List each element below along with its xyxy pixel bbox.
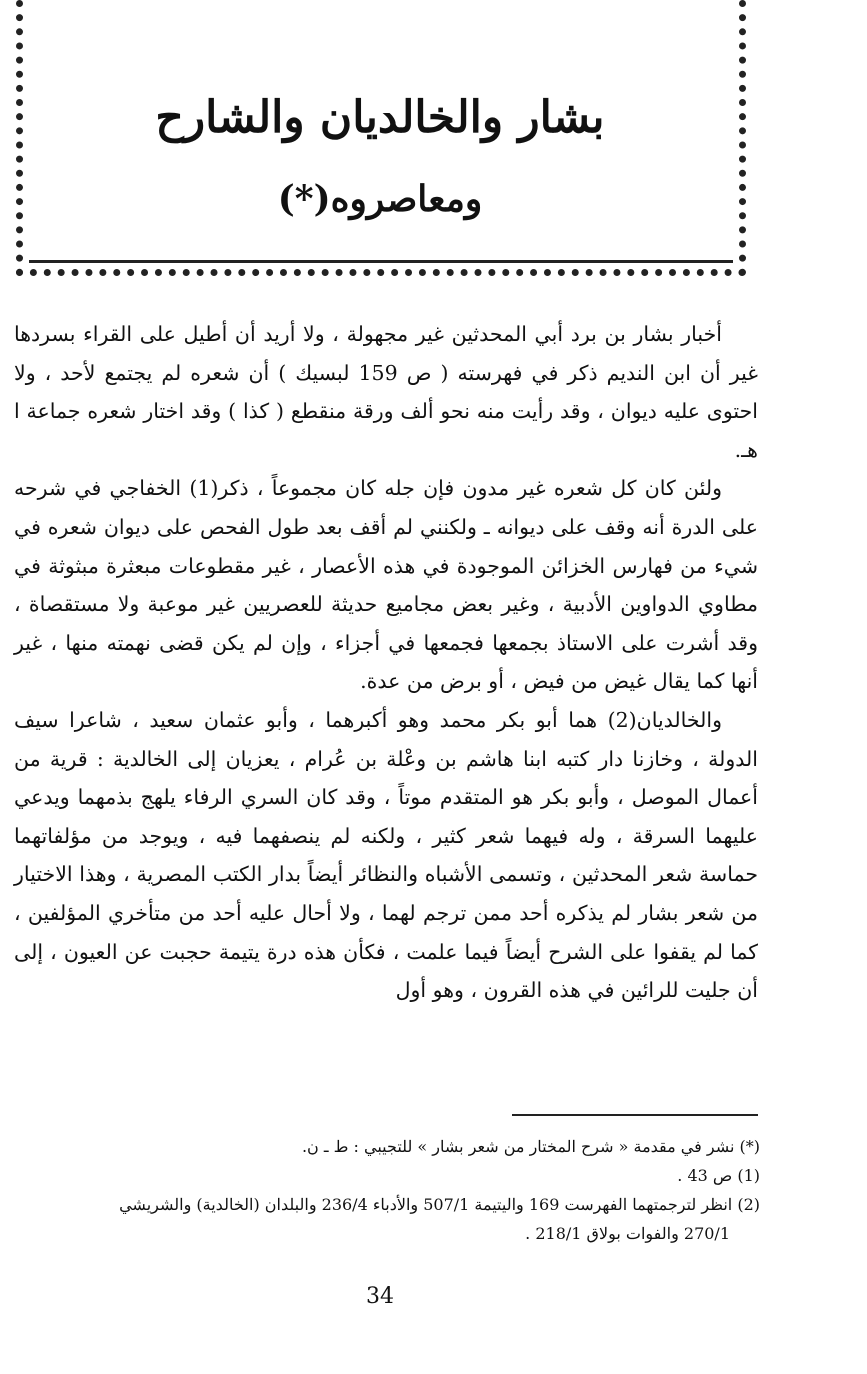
main-text: [14, 315, 758, 1010]
footnote-star: (*) نشر في مقدمة « شرح المختار من شعر بشار » للتجيبي : ط ـ ن.: [301, 1137, 760, 1156]
page-title: بشار والخالديان والشارح: [155, 92, 605, 143]
footnote-2-continued: 270/1 والفوات بولاق 218/1 .: [525, 1224, 730, 1243]
paragraph-2: ولئن كان كل شعره غير مدون فإن جله كان مجموعاً ، ذكر(1) الخفاجي في شرحه على الدرة أنه وقف على ديوانه ـ ولكنني لم أقف بعد طول الفحص على ديوان شعره في شيء من فهارس الخزائن الموجودة في هذه الأعصار ، غير مقطوعات مبعثرة مبثوثة في مطاوي الدواوين الأدبية ، وغير بعض مجاميع حديثة للعصريين غير موعبة ولا مستقصاة ، وقد أشرت على الاستاذ بجمعها فجمعها في أجزاء ، وإن لم يكن قضى نهمته منها ، غير أنها كما يقال غيض من فيض ، أو برض من عدة.: [14, 476, 758, 694]
paragraph-3: والخالديان(2) هما أبو بكر محمد وهو أكبرهما ، وأبو عثمان سعيد ، شاعرا سيف الدولة ، وخازنا دار كتبه ابنا هاشم بن وعْلة بن عُرام ، يعزيان إلى الخالدية : قرية من أعمال الموصل ، وأبو بكر هو المتقدم موتاً ، وقد كان السري الرفاء يلهج بذمهما ويدعي عليهما السرقة ، وله فيهما شعر كثير ، ولكنه لم ينصفهما فيه ، ويوجد من مؤلفاتهما حماسة شعر المحدثين ، وتسمى الأشباه والنظائر أيضاً بدار الكتب المصرية ، وهذا الاختيار من شعر بشار لم يذكره أحد ممن ترجم لهما ، ولا أحال عليه أحد من متأخري المؤلفين ، كما لم يقفوا على الشرح أيضاً فيما علمت ، فكأن هذه درة يتيمة حجبت عن العيون ، إلى أن جليت للرائين في هذه القرون ، وهو أول: [14, 707, 758, 1003]
footnote-separator: [512, 1114, 758, 1116]
paragraph-1: أخبار بشار بن برد أبي المحدثين غير مجهولة ، ولا أريد أن أطيل على القراء بسردها غير أن ابن النديم ذكر في فهرسته ( ص 159 لبسيك ) أن شعره لم يجتمع لأحد ، ولا احتوى عليه ديوان ، وقد رأيت منه نحو ألف ورقة منقطع ( كذا ) وقد اختار شعره جماعة ا هـ.: [14, 322, 758, 462]
footnotes: [14, 1132, 760, 1248]
footnote-1: (1) ص 43 .: [677, 1166, 760, 1185]
page-subtitle: ومعاصروه(*): [277, 178, 483, 220]
footnote-2: (2) انظر لترجمتهما الفهرست 169 واليتيمة 507/1 والأدباء 236/4 والبلدان (الخالدية) والشريشي: [119, 1195, 760, 1214]
page-number: 34: [366, 1284, 394, 1309]
